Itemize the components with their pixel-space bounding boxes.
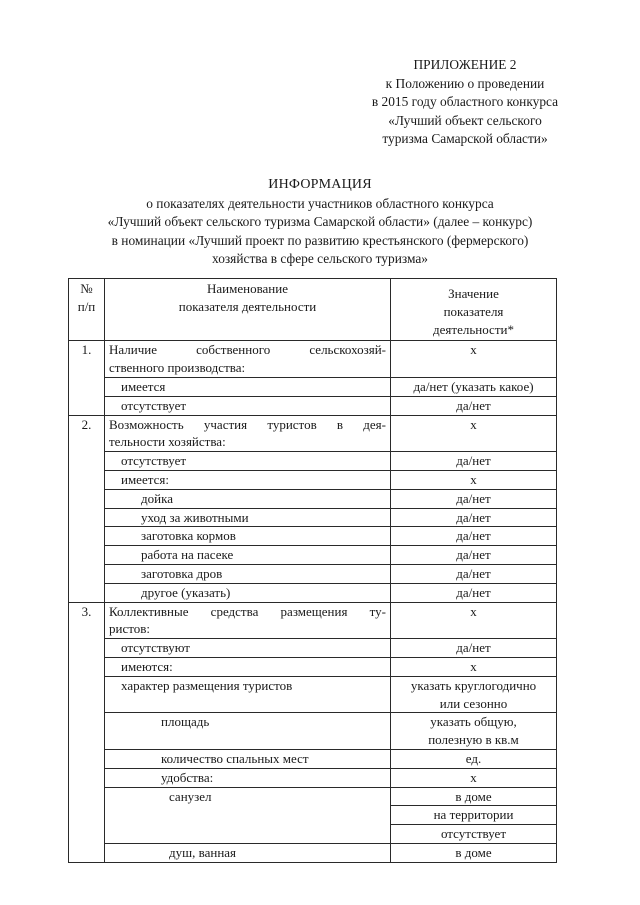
row-value: х	[391, 768, 557, 787]
appendix-line: к Положению о проведении	[385, 75, 545, 91]
row-name: имеется	[105, 377, 391, 396]
table-row	[69, 564, 557, 583]
row-name: отсутствует	[105, 452, 391, 471]
row-value: да/нет	[391, 546, 557, 565]
table-row	[69, 768, 557, 787]
row-value: да/нет	[391, 639, 557, 658]
row-name: санузел	[105, 787, 391, 843]
row-name: характер размещения туристов	[105, 676, 391, 713]
section-value: х	[391, 341, 557, 378]
row-value: да/нет	[391, 452, 557, 471]
row-value: ед.	[391, 749, 557, 768]
row-name: заготовка дров	[105, 564, 391, 583]
header-name: Наименование показателя деятельности	[105, 279, 391, 341]
row-value: отсутствует	[391, 825, 557, 844]
row-value: да/нет	[391, 583, 557, 602]
row-value: да/нет	[391, 508, 557, 527]
table-row	[69, 787, 557, 806]
row-value: да/нет (указать какое)	[391, 377, 557, 396]
table-row	[69, 843, 557, 862]
row-value: да/нет	[391, 489, 557, 508]
row-name: душ, ванная	[105, 843, 391, 862]
row-name: заготовка кормов	[105, 527, 391, 546]
row-name: дойка	[105, 489, 391, 508]
section-name: Коллективные средства размещения ту- ристов:	[105, 602, 391, 639]
table-row	[69, 396, 557, 415]
row-name: отсутствуют	[105, 639, 391, 658]
row-value: да/нет	[391, 564, 557, 583]
appendix-title: ПРИЛОЖЕНИЕ 2	[413, 57, 517, 72]
table-row	[69, 377, 557, 396]
section-name: Возможность участия туристов в дея- тельности хозяйства:	[105, 415, 391, 452]
appendix-line: «Лучший объект сельского	[388, 112, 542, 128]
appendix-line: в 2015 году областного конкурса	[371, 94, 559, 109]
appendix-block	[320, 56, 610, 149]
table-row	[69, 639, 557, 658]
table-row	[69, 749, 557, 768]
row-name: уход за животными	[105, 508, 391, 527]
row-name: имеется:	[105, 470, 391, 489]
table-row	[69, 470, 557, 489]
row-name: отсутствует	[105, 396, 391, 415]
indicators-table	[68, 278, 557, 863]
info-line: «Лучший объект сельского туризма Самарской области» (далее – конкурс)	[107, 214, 533, 230]
section-number: 2.	[69, 415, 105, 602]
row-value: х	[391, 657, 557, 676]
info-line: о показателях деятельности участников областного конкурса	[146, 195, 494, 211]
table-row	[69, 527, 557, 546]
table-row	[69, 489, 557, 508]
header-value: Значение показателя деятельности*	[391, 279, 557, 341]
info-heading-block	[60, 176, 580, 269]
table-row	[69, 676, 557, 713]
table-row	[69, 415, 557, 452]
section-value: х	[391, 415, 557, 452]
row-name: имеются:	[105, 657, 391, 676]
info-title: ИНФОРМАЦИЯ	[268, 177, 372, 192]
row-name: количество спальных мест	[105, 749, 391, 768]
row-value: указать круглогодично или сезонно	[391, 676, 557, 713]
row-value: да/нет	[391, 396, 557, 415]
row-value: да/нет	[391, 527, 557, 546]
table-row	[69, 508, 557, 527]
row-value: указать общую, полезную в кв.м	[391, 713, 557, 750]
appendix-line: туризма Самарской области»	[382, 131, 548, 146]
info-line: хозяйства в сфере сельского туризма»	[212, 251, 428, 267]
row-value: в доме	[391, 787, 557, 806]
header-number: № п/п	[69, 279, 105, 341]
section-number: 1.	[69, 341, 105, 415]
row-name: другое (указать)	[105, 583, 391, 602]
table-row	[69, 713, 557, 750]
section-value: х	[391, 602, 557, 639]
table-row	[69, 583, 557, 602]
info-line: в номинации «Лучший проект по развитию крестьянского (фермерского)	[111, 232, 529, 248]
table-row	[69, 602, 557, 639]
row-name: работа на пасеке	[105, 546, 391, 565]
row-value: в доме	[391, 843, 557, 862]
table-row	[69, 657, 557, 676]
section-number: 3.	[69, 602, 105, 862]
row-value: на территории	[391, 806, 557, 825]
row-value: х	[391, 470, 557, 489]
table-row	[69, 452, 557, 471]
table-header-row	[69, 279, 557, 341]
section-name: Наличие собственного сельскохозяй- ственного производства:	[105, 341, 391, 378]
table-row	[69, 341, 557, 378]
table-row	[69, 546, 557, 565]
row-name: удобства:	[105, 768, 391, 787]
row-name: площадь	[105, 713, 391, 750]
